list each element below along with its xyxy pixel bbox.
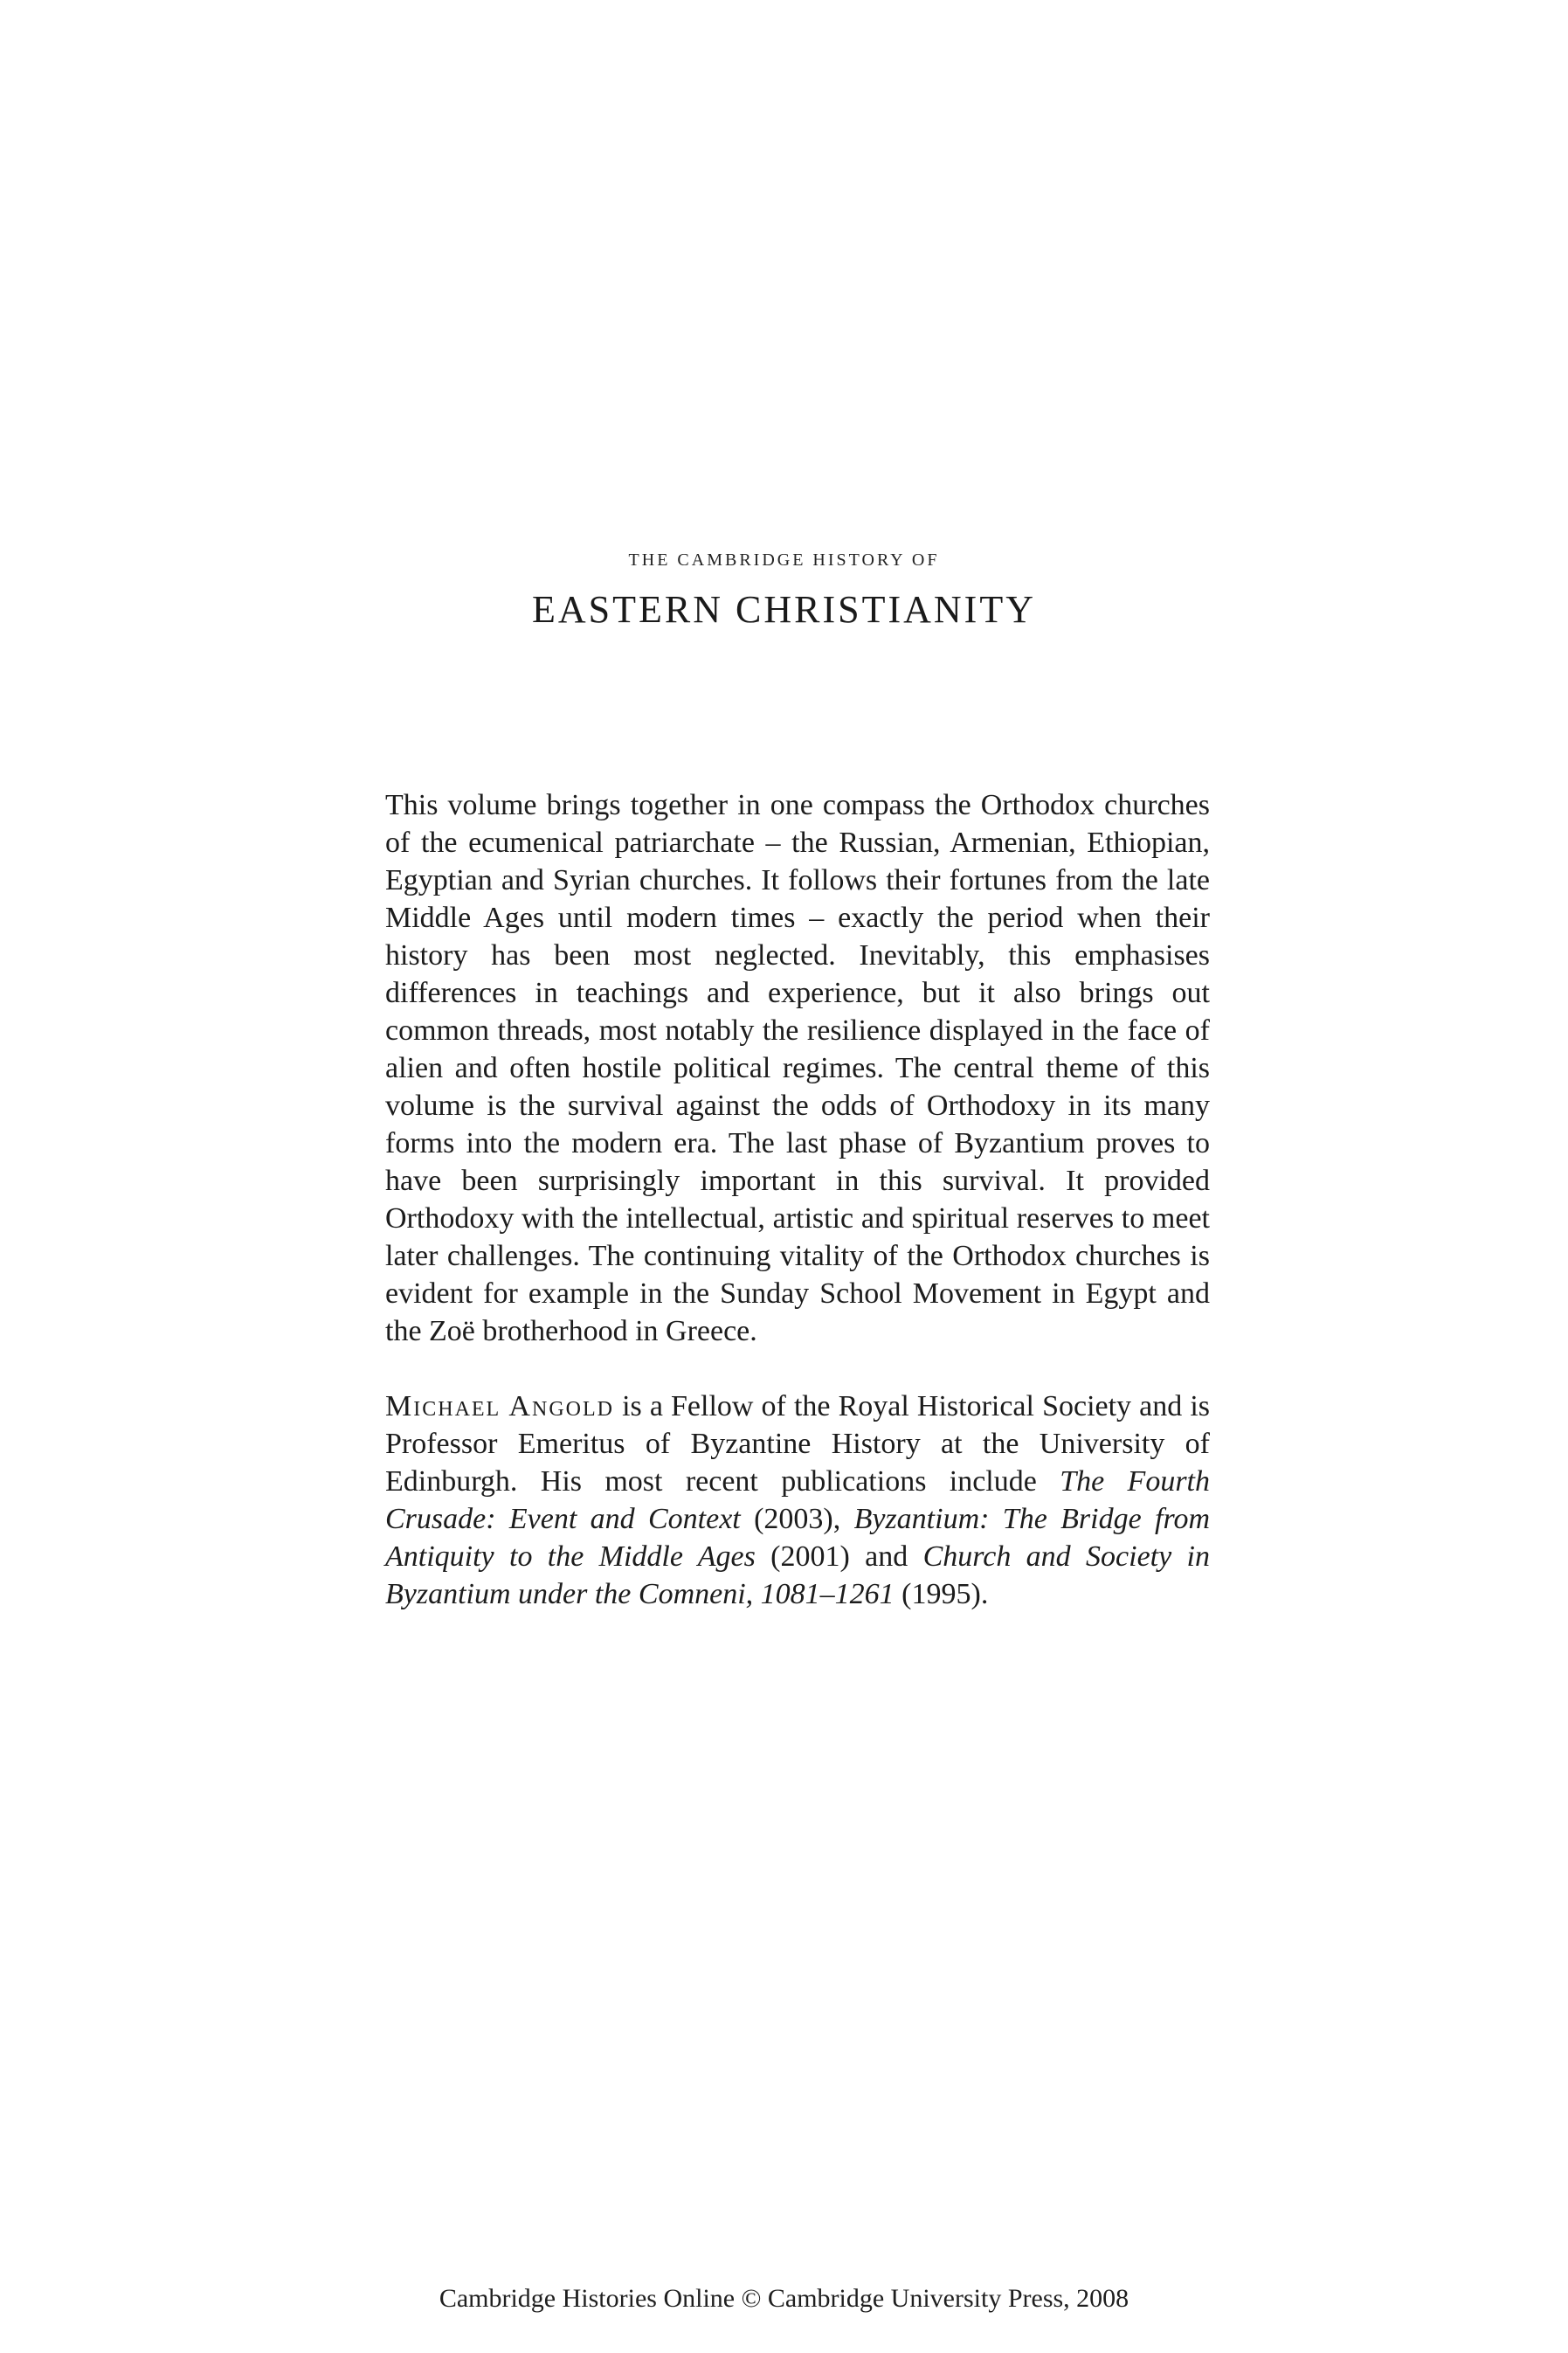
- publication-year-2: (2001) and: [755, 1540, 923, 1573]
- copyright-footer: Cambridge Histories Online © Cambridge University Press, 2008: [439, 2284, 1129, 2313]
- publication-title-1: The Fourth Crusade: Event and Context: [385, 1465, 1210, 1535]
- book-title: EASTERN CHRISTIANITY: [532, 588, 1036, 631]
- publication-title-2: Byzantium: The Bridge from Antiquity to the Middle Ages: [385, 1503, 1210, 1573]
- publication-year-3: (1995).: [894, 1578, 989, 1610]
- blurb-paragraph: This volume brings together in one compass the Orthodox churches of the ecumenical patriarchate – the Russian, Armenian, Ethiopian, Egyptian and Syrian churches. It follows their fortunes from the late Middle Ages until modern times – exactly the period when their history has been most neglected. Inevitably, this emphasises differences in teachings and experience, but it also brings out common threads, most notably the resilience displayed in the face of alien and often hostile political regimes. The central theme of this volume is the survival against the odds of Orthodoxy in its many forms into the modern era. The last phase of Byzantium proves to have been surprisingly important in this survival. It provided Orthodoxy with the intellectual, artistic and spiritual reserves to meet later challenges. The continuing vitality of the Orthodox churches is evident for example in the Sunday School Movement in Egypt and the Zoë brotherhood in Greece.: [385, 789, 1210, 1347]
- publication-title-3: Church and Society in Byzantium under the Comneni, 1081–1261: [385, 1540, 1210, 1610]
- publication-year-1: (2003),: [740, 1503, 854, 1535]
- content-block: [385, 786, 1210, 1613]
- author-bio-intro: is a Fellow of the Royal Historical Society and is Professor Emeritus of Byzantine History at the University of Edinburgh. His most recent publications include: [385, 1390, 1210, 1498]
- author-bio-paragraph: [385, 1388, 1210, 1613]
- series-header: THE CAMBRIDGE HISTORY OF: [628, 550, 940, 570]
- author-name: Michael Angold: [385, 1390, 614, 1422]
